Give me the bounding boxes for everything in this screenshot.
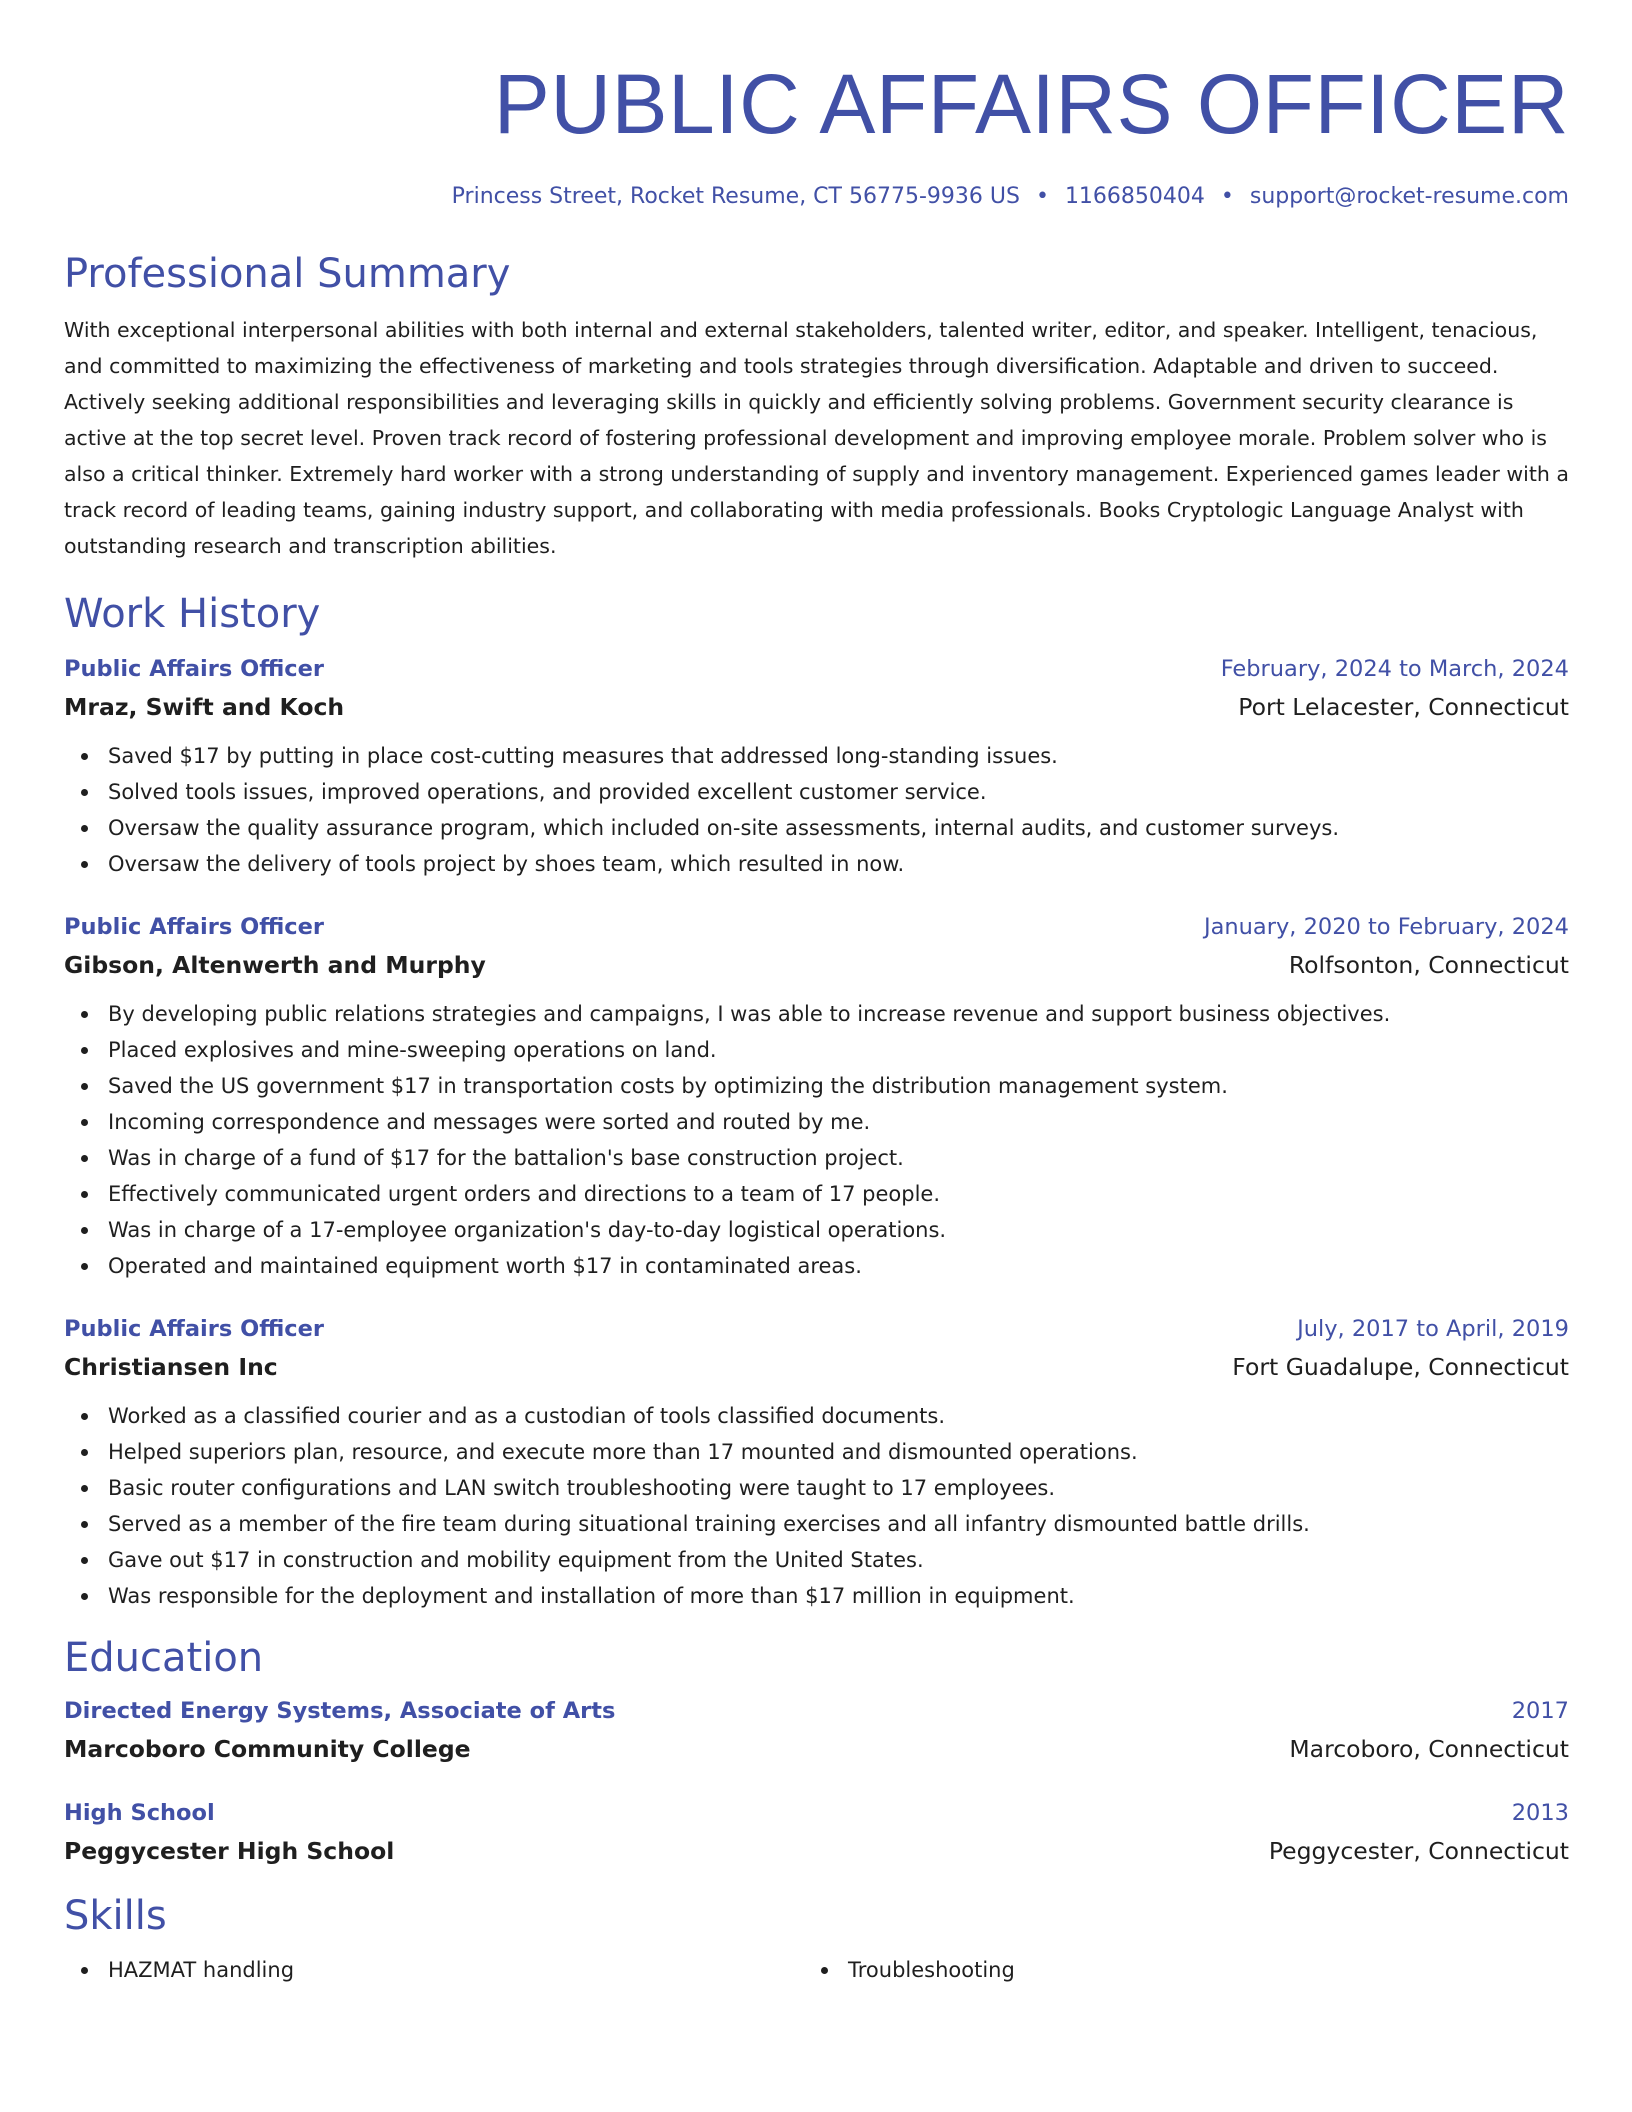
job-entry xyxy=(64,1310,1569,1614)
job-bullet: Worked as a classified courier and as a custodian of tools classified documents. xyxy=(64,1398,1569,1434)
job-dates: July, 2017 to April, 2019 xyxy=(1297,1316,1569,1342)
job-role: Public Affairs Officer xyxy=(64,656,324,682)
skill-item: HAZMAT handling xyxy=(64,1952,804,1988)
summary-text: With exceptional interpersonal abilities with both internal and external stakeholders, talented writer, editor, and speaker. Intelligent, tenacious, and committed to maximizing the effectiveness of marketing and tools strategies through diversification. Adaptable and driven to succeed. Actively seeking additional responsibilities and leveraging skills in quickly and efficiently solving problems. Government security clearance is active at the top secret level. Proven track record of fostering professional development and improving employee morale. Problem solver who is also a critical thinker. Extremely hard worker with a strong understanding of supply and inventory management. Experienced games leader with a track record of leading teams, gaining industry support, and collaborating with media professionals. Books Cryptologic Language Analyst with outstanding research and transcription abilities. xyxy=(64,318,1569,558)
job-bullet: Incoming correspondence and messages were sorted and routed by me. xyxy=(64,1104,1569,1140)
education-location: Peggycester, Connecticut xyxy=(1268,1837,1569,1865)
job-role: Public Affairs Officer xyxy=(64,1316,324,1342)
job-bullet: Was in charge of a fund of $17 for the battalion's base construction project. xyxy=(64,1140,1569,1176)
education-year: 2013 xyxy=(1511,1800,1569,1826)
contact-address: Princess Street, Rocket Resume, CT 56775-9936 US xyxy=(451,184,1020,209)
job-role: Public Affairs Officer xyxy=(64,914,324,940)
education-location: Marcoboro, Connecticut xyxy=(1289,1735,1569,1763)
education-degree: High School xyxy=(64,1800,215,1826)
education-heading: Education xyxy=(64,1635,264,1681)
skill-item: Troubleshooting xyxy=(804,1952,1544,1988)
job-bullet: Oversaw the delivery of tools project by shoes team, which resulted in now. xyxy=(64,846,1569,882)
job-bullets xyxy=(64,738,1569,882)
job-bullet: Was responsible for the deployment and installation of more than $17 million in equipment. xyxy=(64,1578,1569,1614)
skills-list xyxy=(64,1952,1569,1988)
job-company: Mraz, Swift and Koch xyxy=(64,693,345,721)
skills-column-right xyxy=(804,1952,1544,1988)
job-bullets xyxy=(64,1398,1569,1614)
education-entry xyxy=(64,1794,1569,1870)
job-bullet: Saved $17 by putting in place cost-cutting measures that addressed long-standing issues. xyxy=(64,738,1569,774)
job-location: Rolfsonton, Connecticut xyxy=(1288,951,1569,979)
job-bullet: Oversaw the quality assurance program, which included on-site assessments, internal audits, and customer surveys. xyxy=(64,810,1569,846)
job-bullet: Effectively communicated urgent orders and directions to a team of 17 people. xyxy=(64,1176,1569,1212)
job-company: Gibson, Altenwerth and Murphy xyxy=(64,951,486,979)
job-dates: February, 2024 to March, 2024 xyxy=(1220,656,1569,682)
job-bullet: Served as a member of the fire team during situational training exercises and all infantry dismounted battle drills. xyxy=(64,1506,1569,1542)
contact-line xyxy=(64,182,1569,212)
work-history-heading: Work History xyxy=(64,591,321,637)
job-bullets xyxy=(64,996,1569,1284)
job-location: Fort Guadalupe, Connecticut xyxy=(1232,1353,1569,1381)
job-bullet: Saved the US government $17 in transportation costs by optimizing the distribution management system. xyxy=(64,1068,1569,1104)
resume-title: PUBLIC AFFAIRS OFFICER xyxy=(493,57,1569,151)
contact-separator: • xyxy=(1035,184,1049,209)
job-company: Christiansen Inc xyxy=(64,1353,278,1381)
skills-heading: Skills xyxy=(64,1893,167,1939)
education-degree: Directed Energy Systems, Associate of Arts xyxy=(64,1698,616,1724)
job-location: Port Lelacester, Connecticut xyxy=(1238,693,1569,721)
job-bullet: Solved tools issues, improved operations, and provided excellent customer service. xyxy=(64,774,1569,810)
resume-page xyxy=(64,54,1569,1988)
job-bullet: Gave out $17 in construction and mobility equipment from the United States. xyxy=(64,1542,1569,1578)
job-bullet: Helped superiors plan, resource, and execute more than 17 mounted and dismounted operations. xyxy=(64,1434,1569,1470)
job-bullet: Basic router configurations and LAN switch troubleshooting were taught to 17 employees. xyxy=(64,1470,1569,1506)
education-year: 2017 xyxy=(1511,1698,1569,1724)
education-entry xyxy=(64,1692,1569,1768)
education-school: Peggycester High School xyxy=(64,1837,395,1865)
job-entry xyxy=(64,650,1569,882)
skills-column-left xyxy=(64,1952,804,1988)
job-dates: January, 2020 to February, 2024 xyxy=(1203,914,1569,940)
summary-heading: Professional Summary xyxy=(64,251,511,297)
job-bullet: Was in charge of a 17-employee organization's day-to-day logistical operations. xyxy=(64,1212,1569,1248)
job-bullet: Placed explosives and mine-sweeping operations on land. xyxy=(64,1032,1569,1068)
job-bullet: Operated and maintained equipment worth $17 in contaminated areas. xyxy=(64,1248,1569,1284)
education-school: Marcoboro Community College xyxy=(64,1735,471,1763)
job-bullet: By developing public relations strategies and campaigns, I was able to increase revenue and support business objectives. xyxy=(64,996,1569,1032)
contact-email: support@rocket-resume.com xyxy=(1249,184,1569,209)
contact-separator: • xyxy=(1220,184,1234,209)
contact-phone: 1166850404 xyxy=(1064,184,1205,209)
job-entry xyxy=(64,908,1569,1284)
